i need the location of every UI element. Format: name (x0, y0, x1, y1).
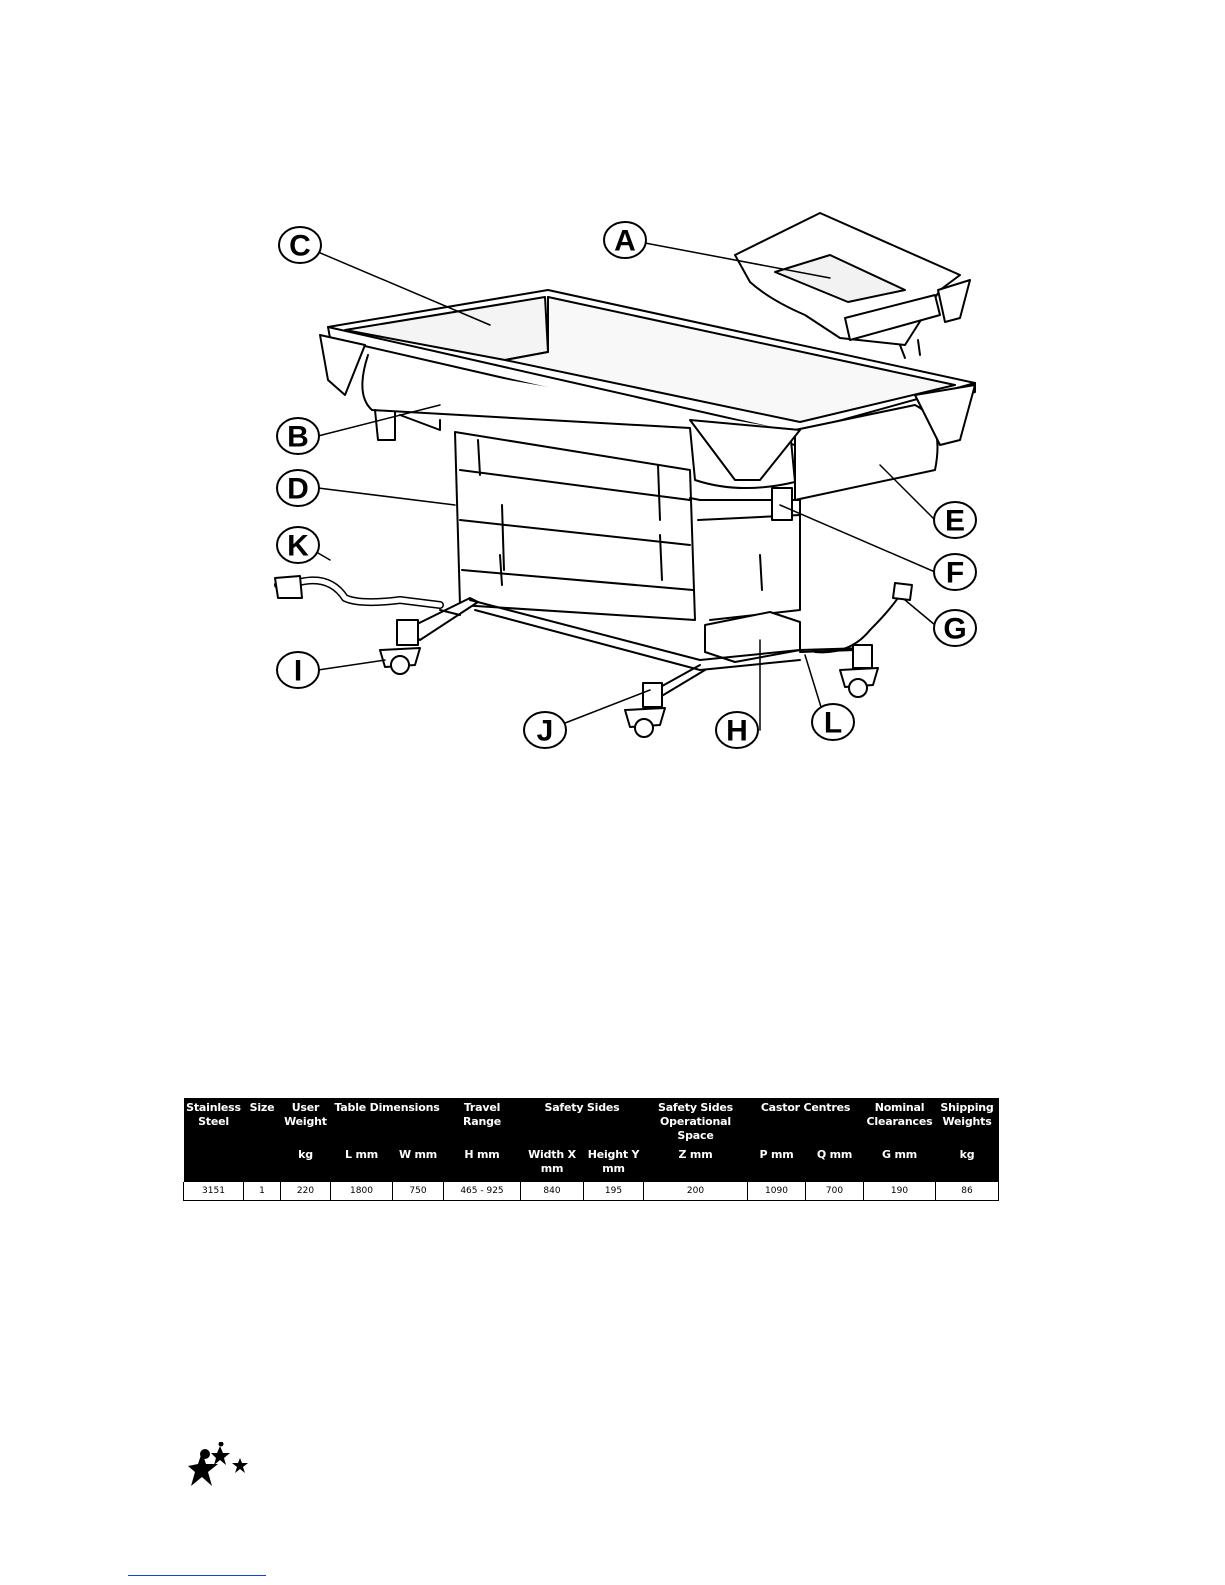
cell-operational-space: 200 (644, 1182, 748, 1201)
callout-b: B (287, 420, 309, 454)
inset-tray-drawing (735, 213, 970, 358)
table-row (184, 1182, 999, 1201)
callout-f: F (945, 556, 965, 590)
base-frame-drawing (380, 598, 878, 737)
unit-width: W mm (393, 1145, 444, 1182)
callout-e: E (944, 504, 966, 538)
cell-stainless-steel: 3151 (184, 1182, 244, 1201)
mains-cable-drawing (815, 595, 900, 652)
table-units-row (184, 1145, 999, 1182)
unit-side-width: Width X mm (521, 1145, 584, 1182)
callout-d: D (287, 472, 309, 506)
callout-i: I (293, 654, 303, 688)
unit-length: L mm (331, 1145, 393, 1182)
unit-side-height: Height Y mm (584, 1145, 644, 1182)
cell-castor-q: 700 (806, 1182, 864, 1201)
cell-clearance: 190 (864, 1182, 936, 1201)
unit-castor-q: Q mm (806, 1145, 864, 1182)
callout-c: C (289, 229, 311, 263)
table-header-row (184, 1098, 999, 1145)
header-nominal-clearances: Nominal Clearances (864, 1098, 936, 1145)
header-operational-space: Safety Sides Operational Space (644, 1098, 748, 1145)
header-stainless-steel: Stainless Steel (184, 1098, 244, 1145)
unit-empty (244, 1145, 281, 1182)
cell-length: 1800 (331, 1182, 393, 1201)
callout-k: K (287, 529, 309, 563)
callout-g: G (943, 612, 967, 646)
footer-rule (128, 1575, 266, 1576)
cell-size: 1 (244, 1182, 281, 1201)
unit-user-weight: kg (281, 1145, 331, 1182)
cell-side-width: 840 (521, 1182, 584, 1201)
cell-side-height: 195 (584, 1182, 644, 1201)
unit-clearance: G mm (864, 1145, 936, 1182)
callout-l: L (823, 706, 843, 740)
callout-h: H (726, 714, 748, 748)
unit-travel: H mm (444, 1145, 521, 1182)
header-user-weight: User Weight (281, 1098, 331, 1145)
header-travel-range: Travel Range (444, 1098, 521, 1145)
header-castor-centres: Castor Centres (748, 1098, 864, 1145)
unit-operational-space: Z mm (644, 1145, 748, 1182)
header-safety-sides: Safety Sides (521, 1098, 644, 1145)
cell-width: 750 (393, 1182, 444, 1201)
callout-a: A (614, 224, 636, 258)
cell-shipping: 86 (936, 1182, 999, 1201)
header-size: Size (244, 1098, 281, 1145)
stars-people-logo-icon (188, 1442, 253, 1492)
unit-castor-p: P mm (748, 1145, 806, 1182)
unit-shipping: kg (936, 1145, 999, 1182)
cell-travel: 465 - 925 (444, 1182, 521, 1201)
unit-empty (184, 1145, 244, 1182)
header-shipping-weights: Shipping Weights (936, 1098, 999, 1145)
specification-table (183, 1098, 999, 1201)
callout-j: J (536, 714, 554, 748)
cell-user-weight: 220 (281, 1182, 331, 1201)
header-table-dimensions: Table Dimensions (331, 1098, 444, 1145)
cell-castor-p: 1090 (748, 1182, 806, 1201)
